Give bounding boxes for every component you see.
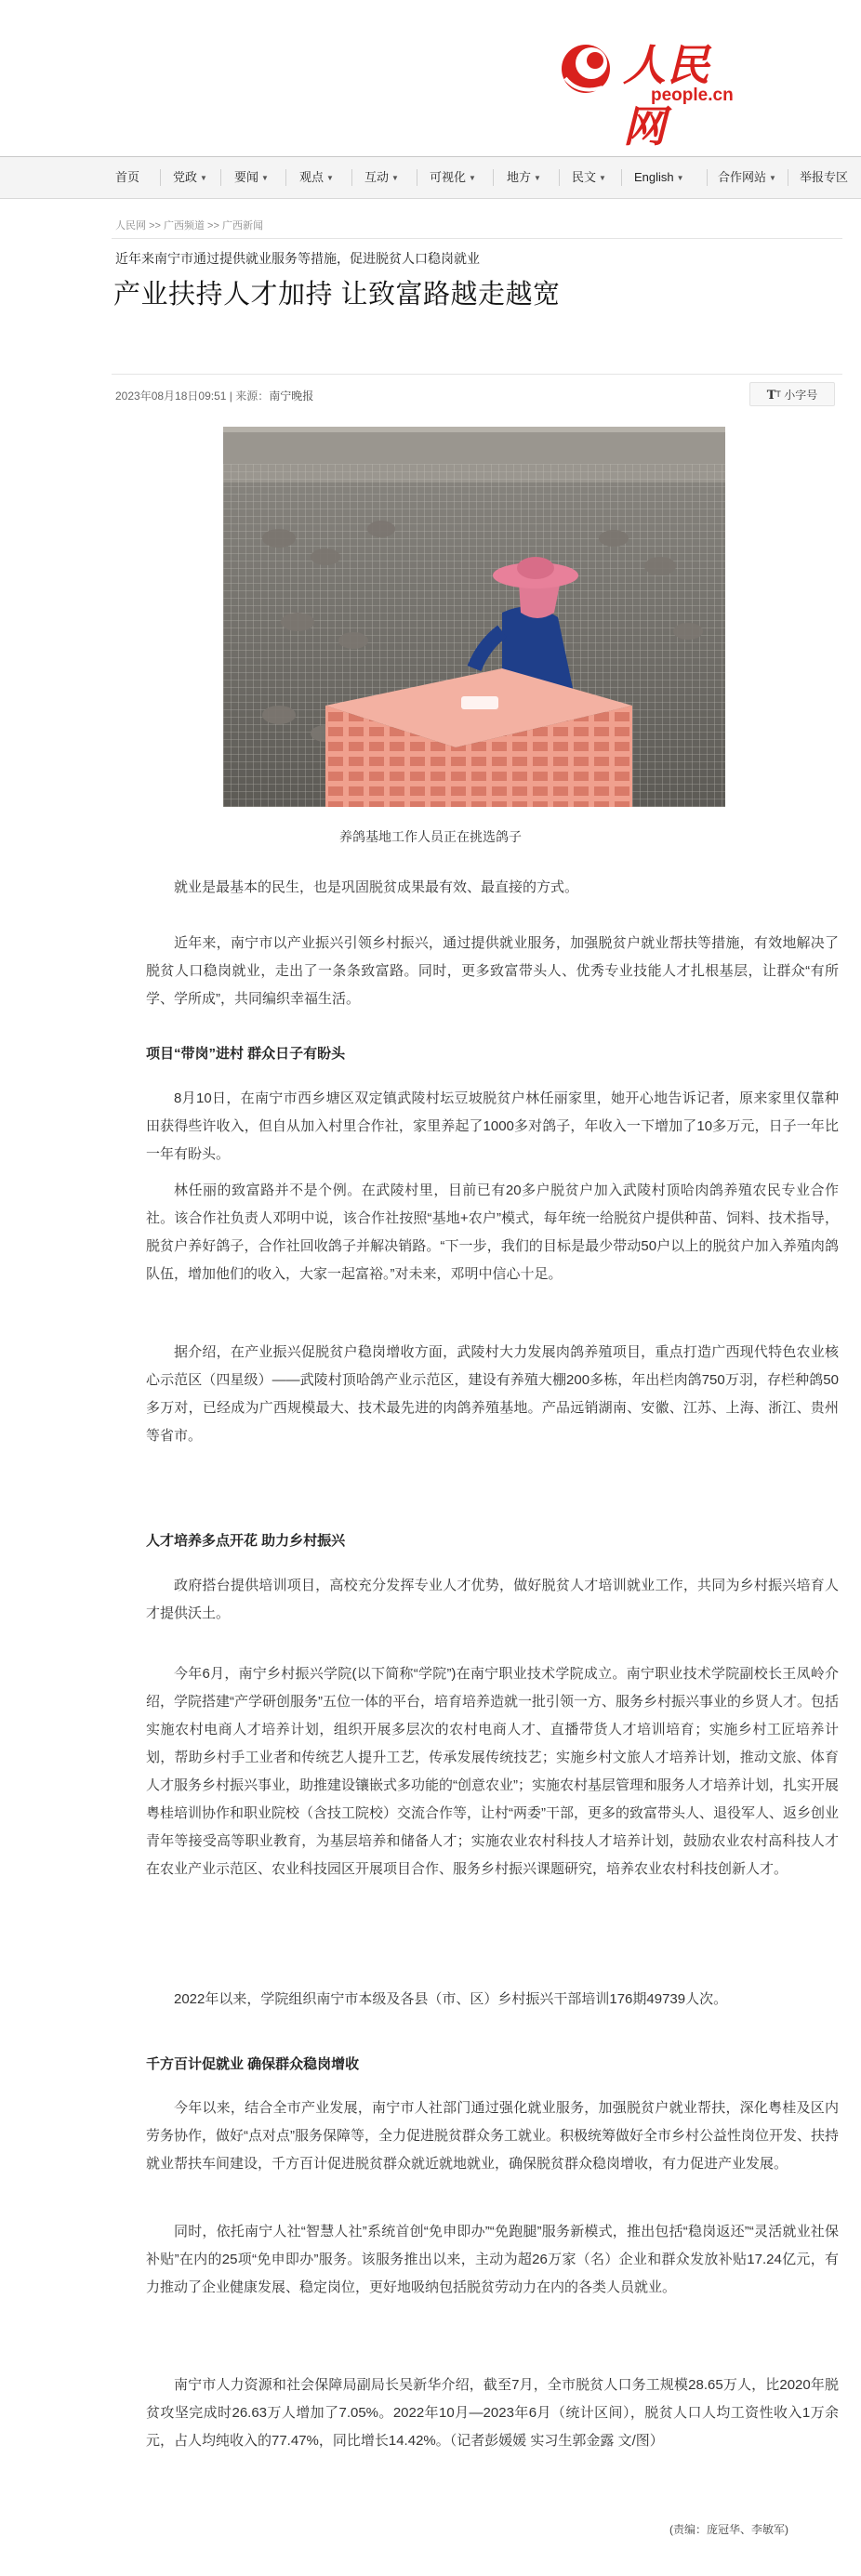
logo-mark-icon — [558, 37, 617, 97]
pigeon-farm-photo — [223, 427, 725, 807]
nav-item-report[interactable]: 举报专区 — [800, 170, 849, 184]
section-heading: 人才培养多点开花 助力乡村振兴 — [146, 1533, 346, 1549]
nav-item-interact[interactable]: 互动 ▼ — [364, 170, 399, 184]
nav-item-partners[interactable]: 合作网站 ▼ — [718, 170, 776, 184]
article-subtitle: 近年来南宁市通过提供就业服务等措施，促进脱贫人口稳岗就业 — [115, 251, 480, 266]
main-nav — [0, 156, 861, 199]
publish-datetime: 2023年08月18日09:51 — [115, 390, 227, 403]
article-title: 产业扶持人才加持 让致富路越走越宽 — [113, 280, 561, 310]
chevron-down-icon: ▼ — [769, 174, 776, 182]
nav-item-party[interactable]: 党政 ▼ — [173, 170, 207, 184]
people-cn-logo[interactable] — [558, 28, 744, 152]
paragraph: 近年来，南宁市以产业振兴引领乡村振兴，通过提供就业服务，加强脱贫户就业帮扶等措施，有效地解决了脱贫人口稳岗就业，走出了一条条致富路。同时，更多致富带头人、优秀专业技能人才扎根基层，让群众“有所学、学所成”，共同编织幸福生活。 — [146, 935, 839, 1007]
breadcrumb-link-home[interactable]: 人民网 — [115, 220, 146, 231]
paragraph: 2022年以来，学院组织南宁市本级及各县（市、区）乡村振兴干部培训176期49739人次。 — [174, 1991, 728, 2007]
paragraph: 今年以来，结合全市产业发展，南宁市人社部门通过强化就业服务，加强脱贫户就业帮扶，深化粤桂及区内劳务协作，做好“点对点”服务保障等，全力促进脱贫群众务工就业。积极统筹做好全市乡村公益性岗位开发、扶持就业帮扶车间建设，千方百计促进脱贫群众就近就地就业，确保脱贫群众稳岗增收，有力促进产业发展。 — [146, 2100, 839, 2172]
section-heading: 千方百计促就业 确保群众稳岗增收 — [146, 2056, 360, 2072]
logo-text-cn: 人民网 — [623, 40, 710, 152]
nav-item-visual[interactable]: 可视化 ▼ — [430, 170, 476, 184]
nav-item-ethnic[interactable]: 民文 ▼ — [572, 170, 606, 184]
chevron-down-icon: ▼ — [676, 174, 684, 182]
chevron-down-icon: ▼ — [261, 174, 269, 182]
nav-item-news[interactable]: 要闻 ▼ — [234, 170, 269, 184]
breadcrumb: 人民网 >> 广西频道 >> 广西新闻 — [115, 220, 263, 231]
font-size-icon: T — [766, 389, 776, 403]
paragraph: 林任丽的致富路并不是个例。在武陵村里，目前已有20多户脱贫户加入武陵村顶哈肉鸽养殖农民专业合作社。该合作社负责人邓明中说，该合作社按照“基地+农户”模式，每年统一给脱贫户提供种苗、饲料、技术指导，脱贫户养好鸽子，合作社回收鸽子并解决销路。“下一步，我们的目标是最少带动50户以上的脱贫户加入养殖肉鸽队伍，增加他们的收入，大家一起富裕。”对未来，邓明中信心十足。 — [146, 1182, 839, 1282]
paragraph: 8月10日，在南宁市西乡塘区双定镇武陵村坛豆坡脱贫户林任丽家里，她开心地告诉记者，原来家里仅靠种田获得些许收入，但自从加入村里合作社，家里养起了1000多对鸽子，年收入一下增加了10多万元，日子一年比一年有盼头。 — [146, 1090, 839, 1162]
paragraph: 据介绍，在产业振兴促脱贫户稳岗增收方面，武陵村大力发展肉鸽养殖项目，重点打造广西现代特色农业核心示范区（四星级）——武陵村顶哈鸽产业示范区，建设有养殖大棚200多栋，年出栏肉鸽750万羽，存栏种鸽50多万对，已经成为广西规模最大、技术最先进的肉鸽养殖基地。产品远销湖南、安徽、江苏、上海、浙江、贵州等省市。 — [146, 1344, 839, 1444]
nav-item-english[interactable]: English ▼ — [634, 170, 684, 184]
paragraph: 就业是最基本的民生，也是巩固脱贫成果最有效、最直接的方式。 — [174, 879, 579, 895]
chevron-down-icon: ▼ — [200, 174, 207, 182]
source-link[interactable]: 南宁晚报 — [269, 390, 314, 403]
chevron-down-icon: ▼ — [469, 174, 476, 182]
breadcrumb-link-section[interactable]: 广西新闻 — [221, 220, 263, 231]
site-header — [0, 0, 861, 156]
editor-credit: (责编：庞冠华、李敏军) — [669, 2523, 788, 2536]
breadcrumb-link-channel[interactable]: 广西频道 — [163, 220, 205, 231]
photo-caption: 养鸽基地工作人员正在挑选鸽子 — [339, 829, 522, 844]
article-photo — [223, 427, 725, 807]
chevron-down-icon: ▼ — [534, 174, 541, 182]
nav-item-home[interactable]: 首页 — [115, 170, 140, 184]
chevron-down-icon: ▼ — [599, 174, 606, 182]
paragraph: 政府搭台提供培训项目，高校充分发挥专业人才优势，做好脱贫人才培训就业工作，共同为乡村振兴培育人才提供沃土。 — [146, 1578, 839, 1621]
section-heading: 项目“带岗”进村 群众日子有盼头 — [146, 1046, 346, 1062]
chevron-down-icon: ▼ — [391, 174, 399, 182]
paragraph: 南宁市人力资源和社会保障局副局长吴新华介绍，截至7月，全市脱贫人口务工规模28.65万人，比2020年脱贫攻坚完成时26.63万人增加了7.05%。2022年10月—2023年6月（统计区间），脱贫人口人均工资性收入1万余元，占人均纯收入的77.47%，同比增长14.42%。（记者彭媛媛 实习生郭金露 文/图） — [146, 2377, 839, 2449]
nav-item-local[interactable]: 地方 ▼ — [507, 170, 541, 184]
paragraph: 同时，依托南宁人社“智慧人社”系统首创“免申即办”“免跑腿”服务新模式，推出包括“稳岗返还”“灵活就业社保补贴”在内的25项“免申即办”服务。该服务推出以来，主动为超26万家（名）企业和群众发放补贴17.24亿元，有力推动了企业健康发展、稳定岗位，更好地吸纳包括脱贫劳动力在内的各类人员就业。 — [146, 2224, 839, 2295]
logo-text-domain: people.cn — [651, 86, 734, 105]
font-size-button[interactable]: TT 小字号 — [749, 382, 835, 406]
chevron-down-icon: ▼ — [326, 174, 334, 182]
article-meta: 2023年08月18日09:51 | 来源：南宁晚报 — [115, 390, 314, 403]
paragraph: 今年6月，南宁乡村振兴学院(以下简称“学院”)在南宁职业技术学院成立。南宁职业技术学院副校长王凤岭介绍，学院搭建“产学研创服务”五位一体的平台，培育培养造就一批引领一方、服务乡村振兴事业的乡贤人才。包括实施农村电商人才培养计划，组织开展多层次的农村电商人才、直播带货人才培训培育；实施乡村工匠培养计划，帮助乡村手工业者和传统艺人提升工艺，传承发展传统技艺；实施乡村文旅人才培养计划，推动文旅、体育人才服务乡村振兴事业，助推建设镶嵌式多功能的“创意农业”；实施农村基层管理和服务人才培养计划，扎实开展粤桂培训协作和职业院校（含技工院校）交流合作等，让村“两委”干部，更多的致富带头人、退役军人、返乡创业青年等接受高等职业教育，为基层培养和储备人才；实施农业农村科技人才培养计划，鼓励农业农村高科技人才在农业产业示范区、农业科技园区开展项目合作、服务乡村振兴课题研究，培养农业农村科技创新人才。 — [146, 1666, 839, 1877]
nav-item-opinion[interactable]: 观点 ▼ — [299, 170, 334, 184]
